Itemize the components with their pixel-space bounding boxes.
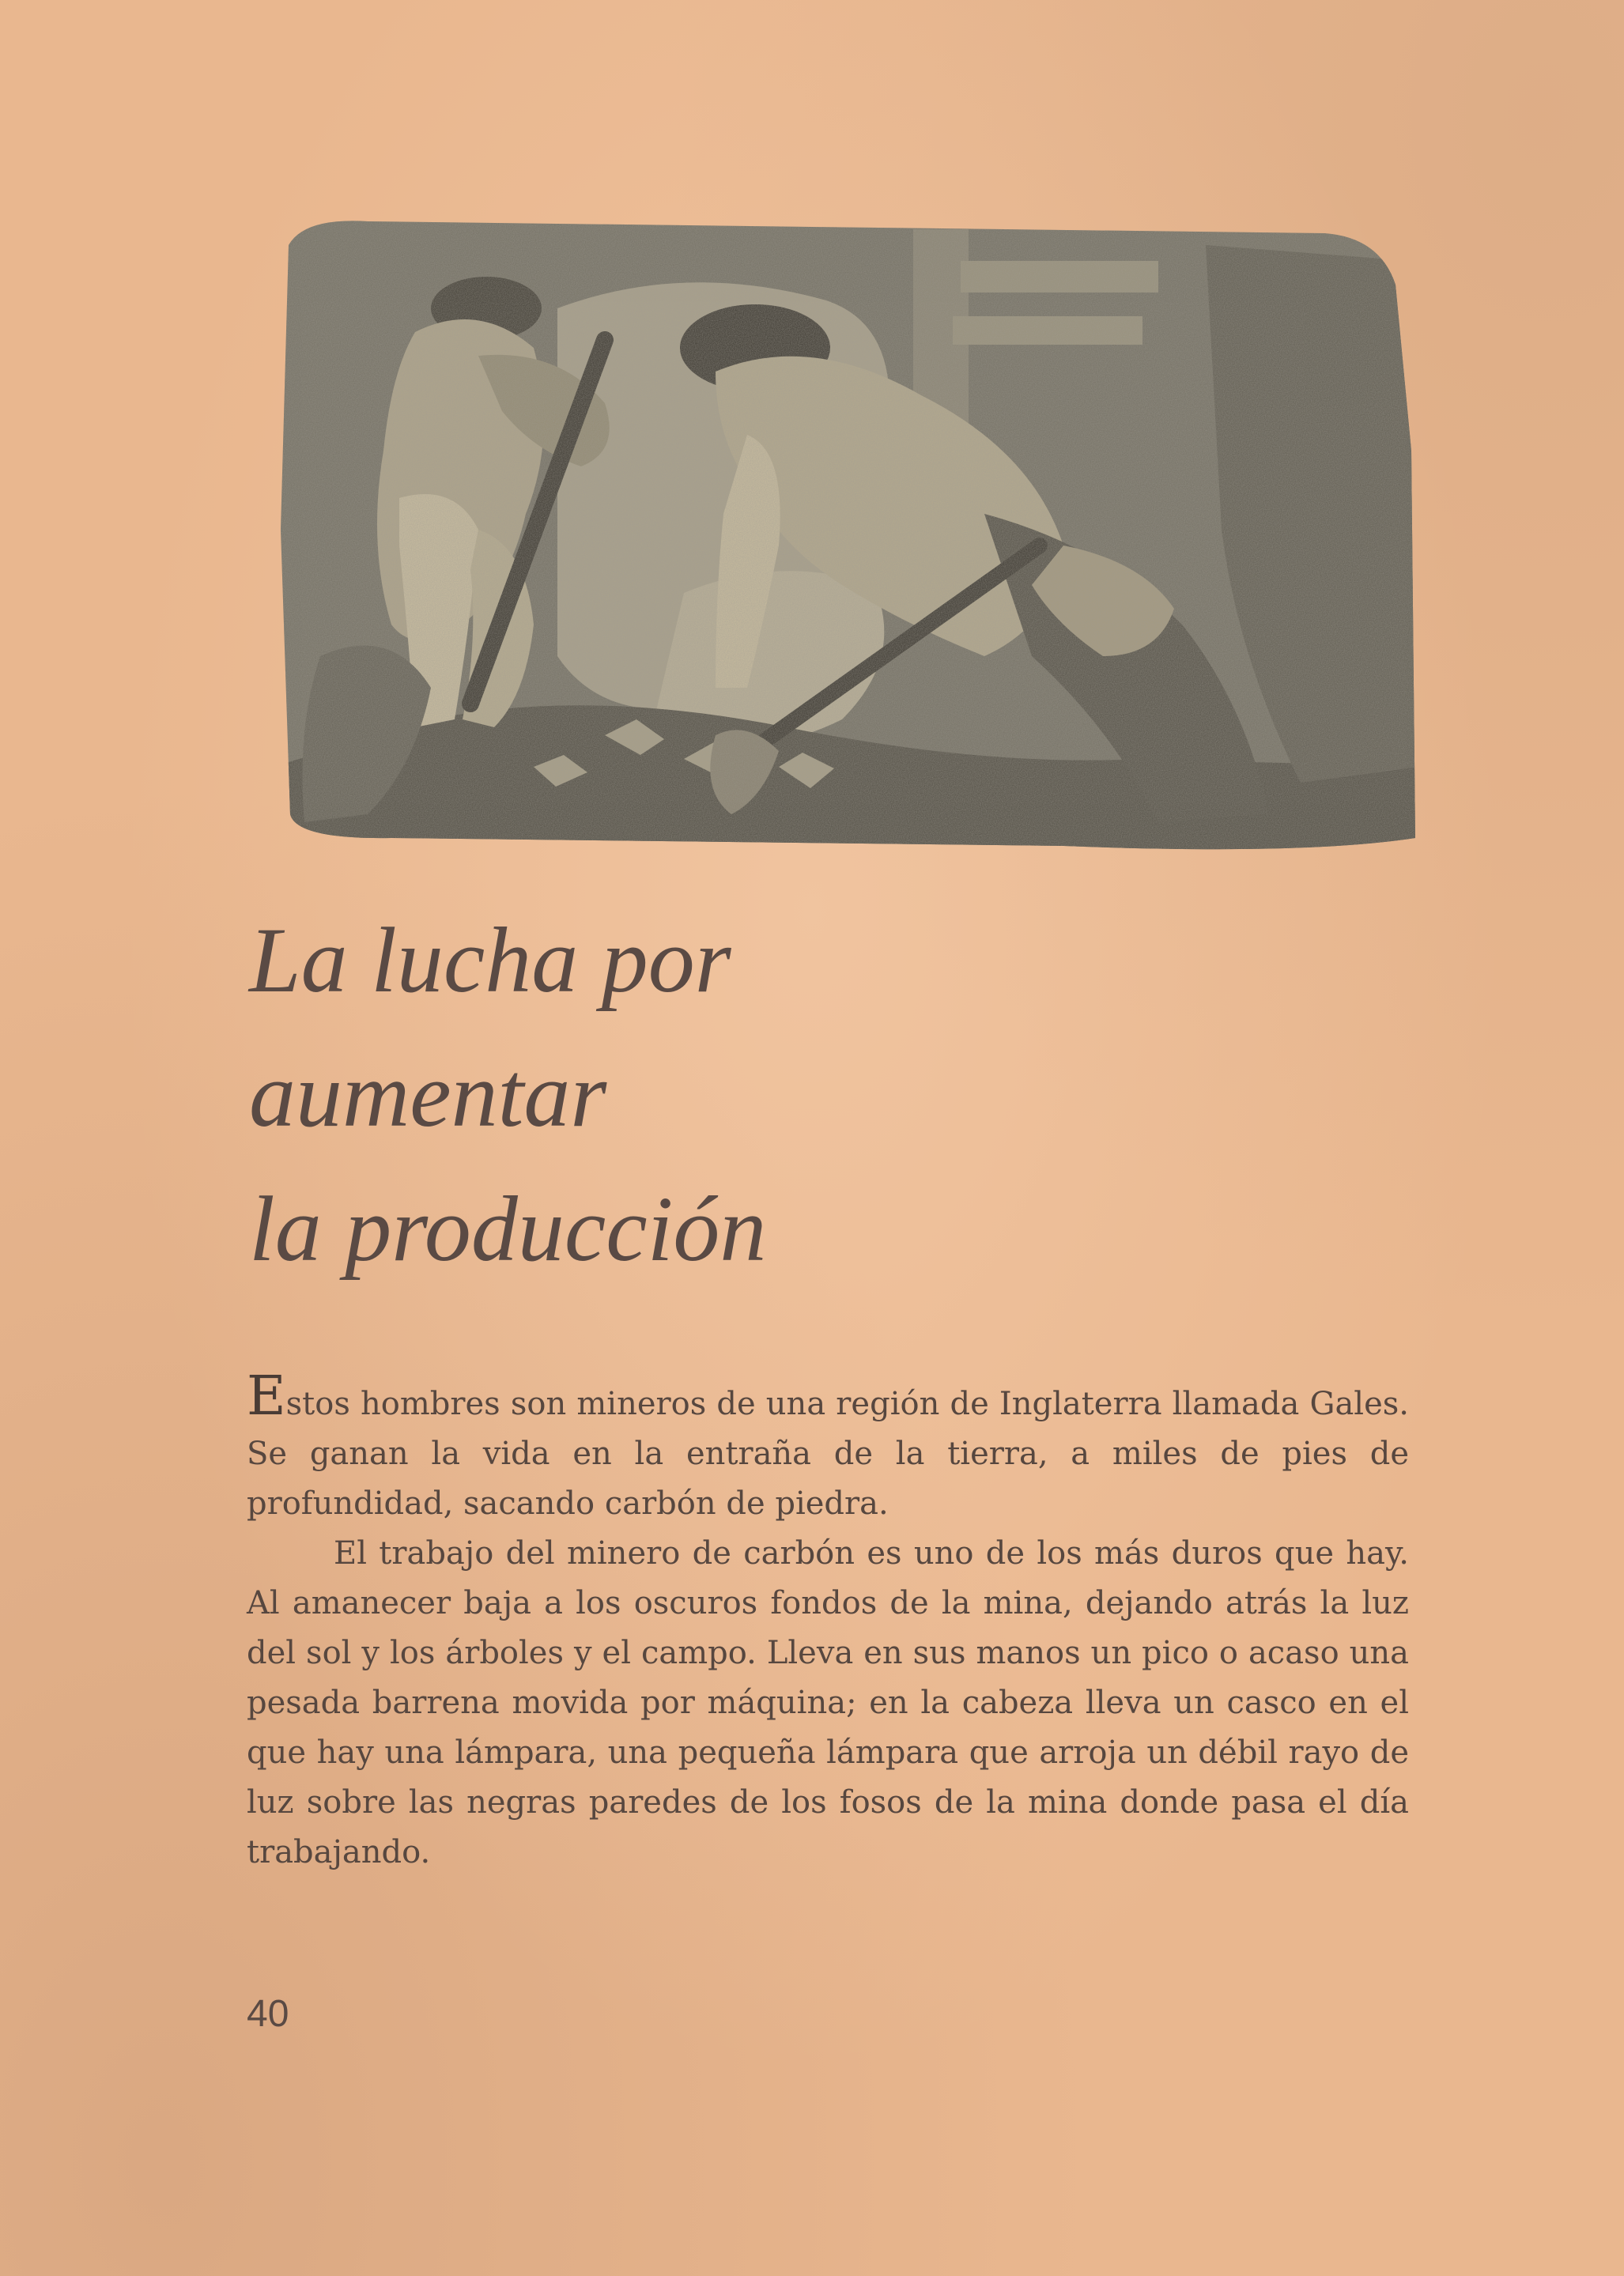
paragraph-1 <box>247 1365 1409 1529</box>
chapter-title <box>249 893 766 1297</box>
paragraph-2: El trabajo del minero de carbón es uno de los más duros que hay. Al amanecer baja a los oscuros fondos de la mina, dejando atrás la luz del sol y los árboles y el campo. Lleva en sus manos un pico o acaso una pesada barrena movida por máquina; en la cabeza lleva un casco en el que hay una lámpara, una pequeña lámpara que arroja un débil rayo de luz sobre las negras paredes de los fosos de la mina donde pasa el día trabajando. <box>247 1535 1409 1870</box>
chapter-title-line-2: aumentar <box>249 1043 607 1146</box>
paragraph-1-text: stos hombres son mineros de una región de Inglaterra llamada Gales. Se ganan la vida en la entraña de la tierra, a miles de pies de profundidad, sacando carbón de piedra. <box>247 1386 1409 1522</box>
page-number: 40 <box>247 1993 289 2035</box>
drop-cap: E <box>247 1365 286 1428</box>
miners-woodcut-illustration <box>273 213 1423 862</box>
chapter-title-line-3: la producción <box>249 1177 767 1281</box>
body-text <box>247 1365 1409 1878</box>
chapter-title-line-1: La lucha por <box>249 908 731 1012</box>
